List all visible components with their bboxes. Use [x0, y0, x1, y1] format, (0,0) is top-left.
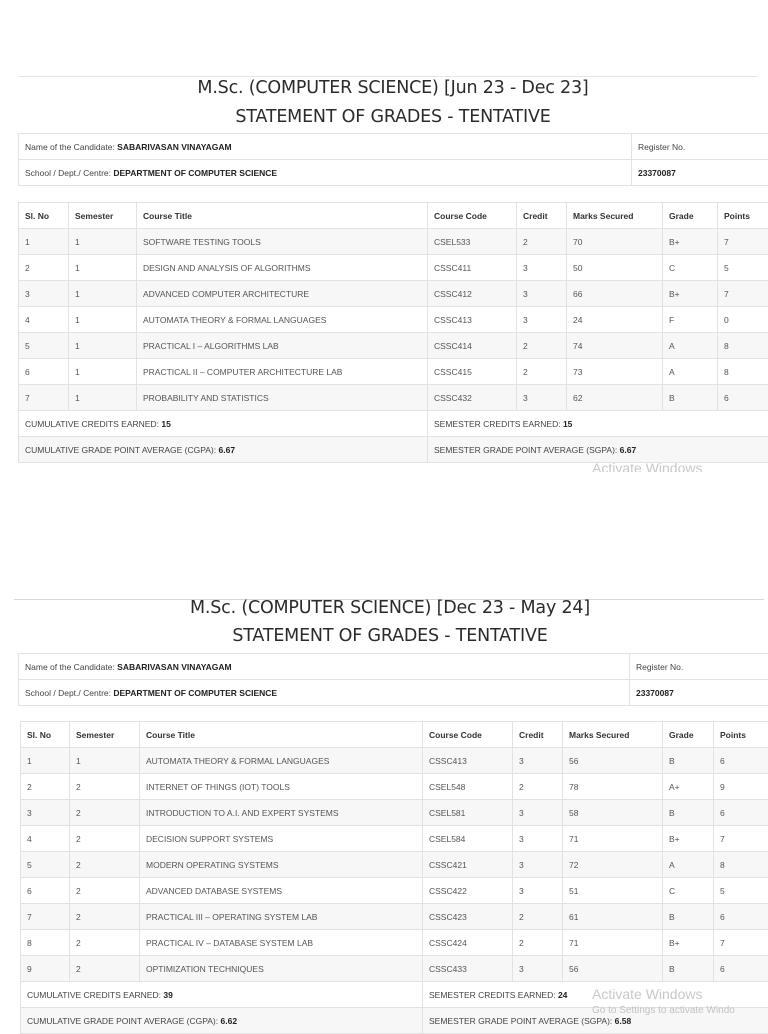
col-header: Course Code [423, 722, 513, 748]
table-cell: 61 [563, 904, 663, 930]
table-cell: 1 [69, 359, 137, 385]
table-cell: INTRODUCTION TO A.I. AND EXPERT SYSTEMS [140, 800, 423, 826]
table-cell: 5 [21, 852, 70, 878]
table-cell: 5 [19, 333, 69, 359]
register-number: 23370087 [630, 680, 768, 706]
table-cell: 24 [567, 307, 663, 333]
table-cell: 51 [563, 878, 663, 904]
table-cell: 58 [563, 800, 663, 826]
table-cell: B+ [663, 930, 714, 956]
table-cell: 1 [69, 229, 137, 255]
table-cell: CSEL533 [428, 229, 517, 255]
table-cell: CSSC424 [423, 930, 513, 956]
table-row [21, 956, 768, 982]
table-cell: 62 [567, 385, 663, 411]
table-row [21, 826, 768, 852]
table-cell: B [663, 385, 718, 411]
table-cell: 6 [21, 878, 70, 904]
table-cell: 7 [19, 385, 69, 411]
table-cell: 3 [19, 281, 69, 307]
col-header: Credit [513, 722, 563, 748]
table-cell: 3 [513, 956, 563, 982]
table-cell: 2 [513, 930, 563, 956]
table-cell: CSSC414 [428, 333, 517, 359]
table-cell: 1 [70, 748, 140, 774]
table-cell: CSSC415 [428, 359, 517, 385]
cumulative-credits: CUMULATIVE CREDITS EARNED: 15 [19, 411, 428, 437]
table-row [21, 930, 768, 956]
activate-windows-watermark-partial: Activate Windows [592, 460, 702, 472]
table-cell: 9 [21, 956, 70, 982]
statement-title: M.Sc. (COMPUTER SCIENCE) [Jun 23 - Dec 23] [18, 78, 768, 98]
table-cell: 6 [714, 800, 768, 826]
header-row [21, 722, 768, 748]
register-label: Register No. [630, 654, 768, 680]
table-row [21, 852, 768, 878]
table-cell: B+ [663, 281, 718, 307]
col-header: Sl. No [19, 203, 69, 229]
table-cell: AUTOMATA THEORY & FORMAL LANGUAGES [137, 307, 428, 333]
candidate-name: SABARIVASAN VINAYAGAM [117, 142, 231, 152]
table-cell: ADVANCED DATABASE SYSTEMS [140, 878, 423, 904]
register-number: 23370087 [632, 160, 768, 186]
table-cell: 3 [517, 385, 567, 411]
table-cell: 1 [69, 307, 137, 333]
table-cell: PRACTICAL II – COMPUTER ARCHITECTURE LAB [137, 359, 428, 385]
table-cell: 6 [714, 748, 768, 774]
sgpa: SEMESTER GRADE POINT AVERAGE (SGPA): 6.67 [428, 437, 768, 463]
table-cell: 4 [19, 307, 69, 333]
table-cell: 2 [70, 852, 140, 878]
table-cell: 5 [718, 255, 768, 281]
table-cell: 7 [21, 904, 70, 930]
candidate-name: SABARIVASAN VINAYAGAM [117, 662, 231, 672]
table-cell: 2 [70, 800, 140, 826]
table-cell: CSSC413 [423, 748, 513, 774]
table-cell: 2 [517, 359, 567, 385]
table-cell: A+ [663, 774, 714, 800]
table-cell: B [663, 748, 714, 774]
col-header: Marks Secured [563, 722, 663, 748]
table-cell: 0 [718, 307, 768, 333]
table-cell: DECISION SUPPORT SYSTEMS [140, 826, 423, 852]
table-cell: 70 [567, 229, 663, 255]
table-cell: 3 [513, 800, 563, 826]
table-cell: 5 [714, 878, 768, 904]
table-cell: 78 [563, 774, 663, 800]
semester-credits: SEMESTER CREDITS EARNED: 24 [423, 982, 768, 1008]
statement-subtitle: STATEMENT OF GRADES - TENTATIVE [18, 107, 768, 127]
table-cell: 4 [21, 826, 70, 852]
table-cell: 9 [714, 774, 768, 800]
table-row [21, 904, 768, 930]
table-cell: 1 [19, 229, 69, 255]
table-cell: CSSC423 [423, 904, 513, 930]
table-cell: 3 [517, 281, 567, 307]
table-cell: 2 [513, 904, 563, 930]
table-cell: 72 [563, 852, 663, 878]
table-cell: DESIGN AND ANALYSIS OF ALGORITHMS [137, 255, 428, 281]
table-cell: CSEL548 [423, 774, 513, 800]
candidate-name-cell: Name of the Candidate: SABARIVASAN VINAYAGAM [19, 654, 630, 680]
table-row [21, 748, 768, 774]
table-cell: 56 [563, 956, 663, 982]
table-cell: AUTOMATA THEORY & FORMAL LANGUAGES [140, 748, 423, 774]
school-cell: School / Dept./ Centre: DEPARTMENT OF COMPUTER SCIENCE [19, 160, 632, 186]
col-header: Grade [663, 722, 714, 748]
table-cell: PRACTICAL III – OPERATING SYSTEM LAB [140, 904, 423, 930]
table-row [21, 800, 768, 826]
table-cell: 1 [69, 385, 137, 411]
col-header: Semester [69, 203, 137, 229]
table-cell: 2 [70, 904, 140, 930]
table-cell: 3 [513, 852, 563, 878]
table-cell: 66 [567, 281, 663, 307]
table-cell: 3 [21, 800, 70, 826]
table-cell: 7 [718, 229, 768, 255]
table-cell: 1 [69, 255, 137, 281]
col-header: Course Title [140, 722, 423, 748]
table-cell: 2 [513, 774, 563, 800]
table-cell: 50 [567, 255, 663, 281]
table-cell: 3 [517, 307, 567, 333]
table-cell: ADVANCED COMPUTER ARCHITECTURE [137, 281, 428, 307]
school-name: DEPARTMENT OF COMPUTER SCIENCE [113, 168, 277, 178]
table-cell: 6 [19, 359, 69, 385]
col-header: Points [714, 722, 768, 748]
table-cell: 2 [19, 255, 69, 281]
table-cell: CSSC412 [428, 281, 517, 307]
table-cell: 6 [714, 956, 768, 982]
col-header: Marks Secured [567, 203, 663, 229]
table-row [21, 878, 768, 904]
table-cell: CSSC411 [428, 255, 517, 281]
table-cell: B+ [663, 826, 714, 852]
table-cell: 2 [70, 826, 140, 852]
table-cell: A [663, 359, 718, 385]
table-cell: CSEL584 [423, 826, 513, 852]
table-cell: 2 [517, 333, 567, 359]
table-cell: 56 [563, 748, 663, 774]
table-cell: 2 [70, 774, 140, 800]
table-cell: CSSC421 [423, 852, 513, 878]
school-name: DEPARTMENT OF COMPUTER SCIENCE [113, 688, 277, 698]
table-cell: 1 [21, 748, 70, 774]
table-cell: C [663, 878, 714, 904]
cgpa: CUMULATIVE GRADE POINT AVERAGE (CGPA): 6.62 [21, 1008, 423, 1034]
table-cell: CSSC413 [428, 307, 517, 333]
table-cell: 8 [21, 930, 70, 956]
table-row [21, 774, 768, 800]
table-cell: 71 [563, 826, 663, 852]
table-cell: 7 [714, 930, 768, 956]
table-cell: B [663, 904, 714, 930]
table-cell: 6 [714, 904, 768, 930]
table-cell: SOFTWARE TESTING TOOLS [137, 229, 428, 255]
col-header: Sl. No [21, 722, 70, 748]
table-cell: 3 [513, 748, 563, 774]
table-cell: 2 [517, 229, 567, 255]
table-cell: A [663, 852, 714, 878]
table-cell: 71 [563, 930, 663, 956]
table-cell: 3 [517, 255, 567, 281]
table-cell: 3 [513, 878, 563, 904]
table-cell: B [663, 956, 714, 982]
table-cell: F [663, 307, 718, 333]
semester-credits: SEMESTER CREDITS EARNED: 15 [428, 411, 768, 437]
candidate-name-cell: Name of the Candidate: SABARIVASAN VINAYAGAM [19, 134, 632, 160]
col-header: Semester [70, 722, 140, 748]
table-cell: C [663, 255, 718, 281]
table-cell: 7 [714, 826, 768, 852]
table-cell: MODERN OPERATING SYSTEMS [140, 852, 423, 878]
table-cell: B [663, 800, 714, 826]
activate-windows-watermark: Activate Windows [592, 986, 702, 1002]
candidate-info [18, 653, 768, 706]
table-cell: 8 [714, 852, 768, 878]
statement-title: M.Sc. (COMPUTER SCIENCE) [Dec 23 - May 24] [14, 598, 766, 618]
table-cell: 2 [70, 878, 140, 904]
table-cell: 74 [567, 333, 663, 359]
col-header: Course Code [428, 203, 517, 229]
table-cell: CSSC432 [428, 385, 517, 411]
table-cell: 1 [69, 281, 137, 307]
table-cell: 3 [513, 826, 563, 852]
table-cell: 8 [718, 359, 768, 385]
table-cell: 8 [718, 333, 768, 359]
cgpa: CUMULATIVE GRADE POINT AVERAGE (CGPA): 6.67 [19, 437, 428, 463]
col-header: Grade [663, 203, 718, 229]
col-header: Points [718, 203, 768, 229]
table-cell: 2 [70, 956, 140, 982]
table-cell: 2 [21, 774, 70, 800]
table-cell: PROBABILITY AND STATISTICS [137, 385, 428, 411]
col-header: Credit [517, 203, 567, 229]
sgpa: SEMESTER GRADE POINT AVERAGE (SGPA): 6.58 [423, 1008, 768, 1034]
cumulative-credits: CUMULATIVE CREDITS EARNED: 39 [21, 982, 423, 1008]
table-cell: 1 [69, 333, 137, 359]
table-cell: A [663, 333, 718, 359]
table-cell: PRACTICAL IV – DATABASE SYSTEM LAB [140, 930, 423, 956]
table-cell: CSEL581 [423, 800, 513, 826]
table-cell: CSSC433 [423, 956, 513, 982]
table-cell: 73 [567, 359, 663, 385]
table-cell: 6 [718, 385, 768, 411]
col-header: Course Title [137, 203, 428, 229]
school-cell: School / Dept./ Centre: DEPARTMENT OF COMPUTER SCIENCE [19, 680, 630, 706]
register-label: Register No. [632, 134, 768, 160]
activate-windows-hint: Go to Settings to activate Windo [592, 1005, 735, 1016]
table-cell: 2 [70, 930, 140, 956]
table-cell: INTERNET OF THINGS (IOT) TOOLS [140, 774, 423, 800]
table-cell: OPTIMIZATION TECHNIQUES [140, 956, 423, 982]
table-cell: B+ [663, 229, 718, 255]
table-cell: 7 [718, 281, 768, 307]
table-cell: CSSC422 [423, 878, 513, 904]
table-cell: PRACTICAL I – ALGORITHMS LAB [137, 333, 428, 359]
statement-subtitle: STATEMENT OF GRADES - TENTATIVE [14, 626, 766, 646]
